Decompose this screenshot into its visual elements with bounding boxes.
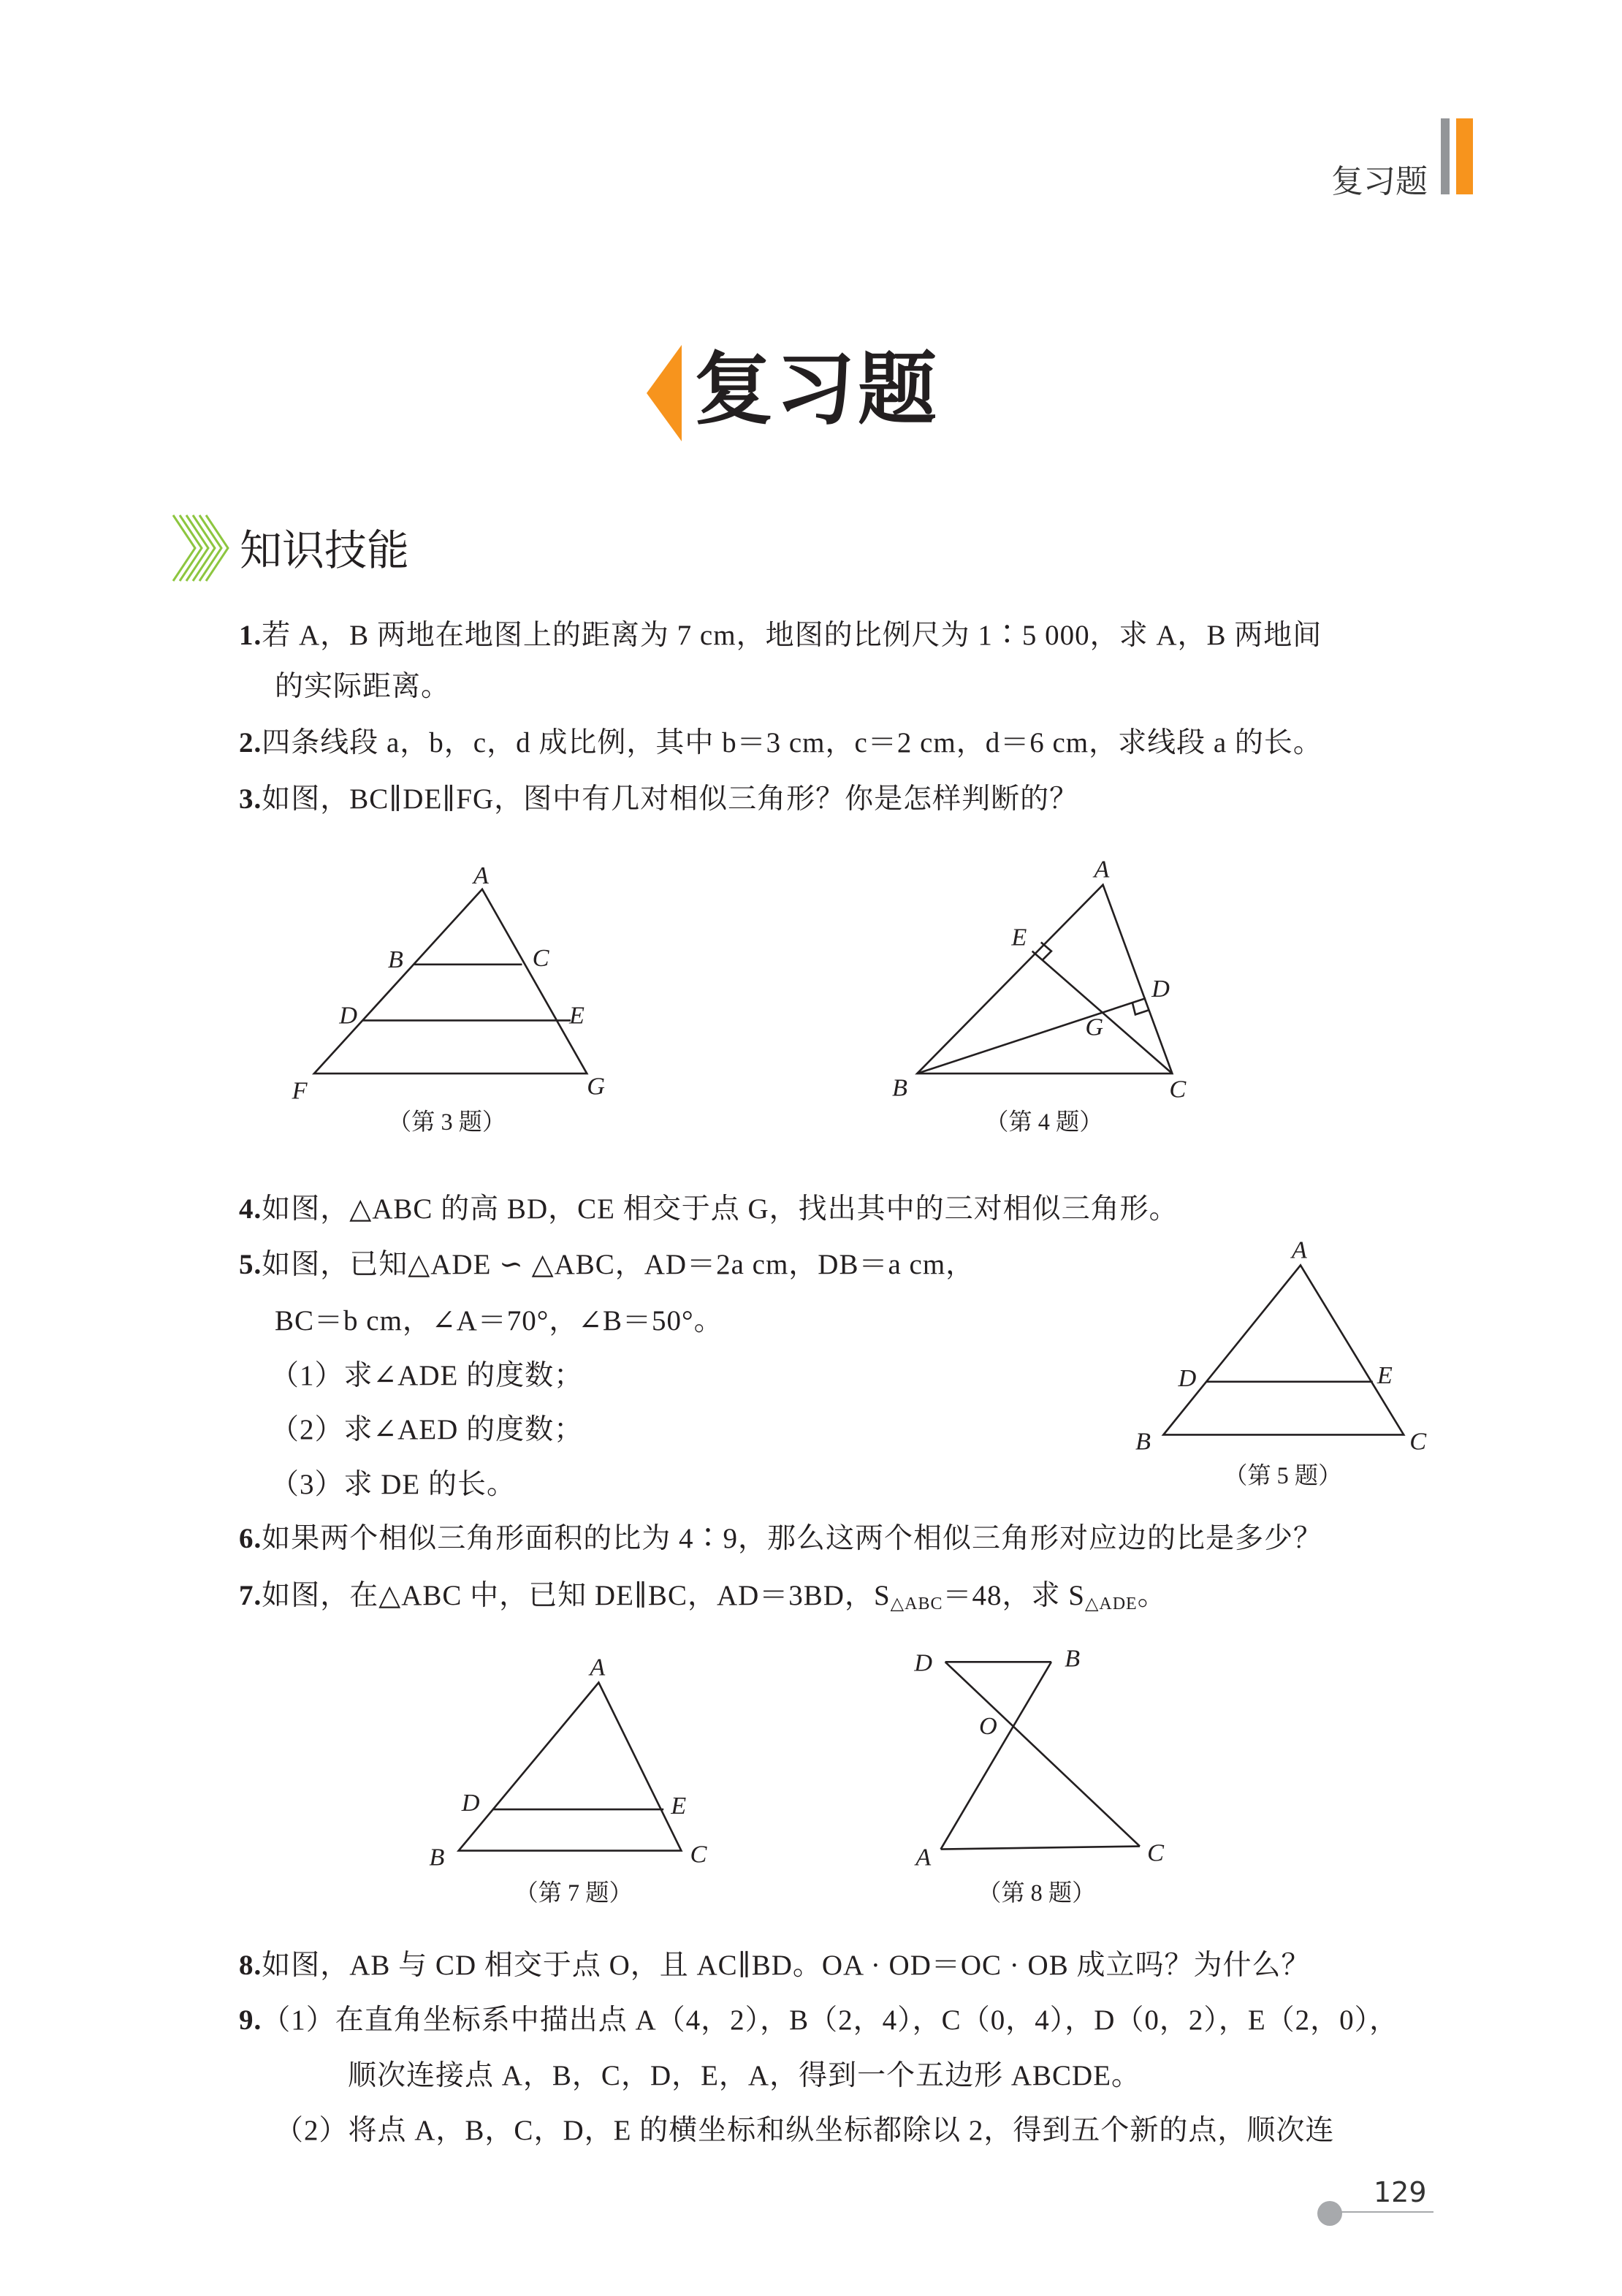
- running-title: 复习题: [1331, 163, 1428, 200]
- problem-text: 。: [1137, 1580, 1167, 1611]
- altitude-BD: [917, 998, 1146, 1073]
- label-A: A: [915, 1843, 932, 1871]
- label-A: A: [1094, 855, 1110, 883]
- page-number: 129: [1374, 2176, 1427, 2208]
- problem-9-part-2: （2）将点 A，B，C，D，E 的横坐标和纵坐标都除以 2，得到五个新的点，顺次连: [275, 2115, 1335, 2146]
- problem-text: 四条线段 a，b，c，d 成比例，其中 b＝3 cm，c＝2 cm，d＝6 cm，求线段 a 的长。: [262, 727, 1322, 759]
- figure-caption: （第 7 题）: [514, 1879, 633, 1907]
- label-C: C: [1147, 1839, 1164, 1867]
- problem-text: 如图，在△ABC 中，已知 DE∥BC，AD＝3BD，S: [262, 1580, 891, 1611]
- page-title: 复习题: [694, 347, 940, 434]
- problem-number: 7.: [239, 1580, 262, 1611]
- problem-5-sub-3: （3）求 DE 的长。: [270, 1469, 516, 1500]
- figure-caption: （第 5 题）: [1224, 1462, 1342, 1489]
- problem-text: 如图，△ABC 的高 BD，CE 相交于点 G，找出其中的三对相似三角形。: [262, 1193, 1179, 1225]
- label-A: A: [590, 1653, 606, 1681]
- figure-4: [892, 856, 1187, 1135]
- label-E: E: [569, 1001, 585, 1030]
- problem-number: 5.: [239, 1249, 262, 1280]
- label-E: E: [671, 1792, 687, 1820]
- label-D: D: [461, 1789, 480, 1817]
- label-C: C: [1409, 1427, 1427, 1456]
- figure-3: [292, 862, 606, 1135]
- label-C: C: [1169, 1075, 1187, 1103]
- problem-text: 如图，已知△ADE ∽ △ABC，AD＝2a cm，DB＝a cm，: [262, 1249, 975, 1280]
- problem-number: 1.: [239, 620, 262, 651]
- label-C: C: [532, 943, 549, 972]
- figure-7: [429, 1653, 707, 1906]
- label-E: E: [1011, 923, 1027, 951]
- triangle-ABC: [917, 885, 1172, 1073]
- subscript: △ADE: [1084, 1594, 1138, 1613]
- problem-number: 4.: [239, 1193, 262, 1225]
- figure-caption: （第 8 题）: [978, 1879, 1096, 1907]
- label-A: A: [473, 861, 489, 889]
- label-C: C: [690, 1840, 707, 1869]
- figure-8: [913, 1644, 1165, 1906]
- label-E: E: [1377, 1361, 1393, 1389]
- segment-DC: [945, 1662, 1140, 1846]
- problem-9-cont: 顺次连接点 A，B，C，D，E，A，得到一个五边形 ABCDE。: [348, 2060, 1141, 2091]
- label-B: B: [1135, 1427, 1151, 1456]
- problem-number: 6.: [239, 1523, 262, 1554]
- triangle-ABC: [1163, 1265, 1404, 1434]
- figure-5: [1135, 1236, 1427, 1489]
- problem-number: 9.: [239, 2004, 262, 2036]
- problem-number: 2.: [239, 727, 262, 759]
- subscript: △ABC: [890, 1594, 943, 1613]
- label-D: D: [1178, 1364, 1197, 1392]
- page-number-dot-icon: [1317, 2201, 1342, 2226]
- triangle-ABC: [459, 1683, 682, 1851]
- label-G: G: [1085, 1013, 1104, 1041]
- problem-text: （1）在直角坐标系中描出点 A（4，2），B（2，4），C（0，4），D（0，2），E（2，0），: [262, 2004, 1399, 2036]
- label-G: G: [587, 1072, 606, 1101]
- problem-5-cont: BC＝b cm，∠A＝70°，∠B＝50°。: [275, 1305, 723, 1337]
- figure-caption: （第 3 题）: [387, 1108, 506, 1135]
- segment-AC: [941, 1847, 1140, 1850]
- triangle-AFG: [314, 889, 587, 1073]
- section-heading: 知识技能: [240, 525, 410, 575]
- label-O: O: [979, 1712, 997, 1741]
- problem-number: 8.: [239, 1950, 262, 1981]
- page-number-rule: [1330, 2211, 1433, 2213]
- problem-text: ＝48，求 S: [943, 1580, 1085, 1611]
- problem-text: 如图，AB 与 CD 相交于点 O，且 AC∥BD。OA · OD＝OC · OB 成立吗？为什么？: [262, 1950, 1311, 1981]
- label-B: B: [891, 1073, 907, 1102]
- problem-text: 如图，BC∥DE∥FG，图中有几对相似三角形？你是怎样判断的？: [262, 783, 1079, 815]
- label-D: D: [1151, 975, 1170, 1003]
- problem-5-sub-1: （1）求∠ADE 的度数；: [270, 1360, 584, 1391]
- problem-number: 3.: [239, 783, 262, 815]
- segment-BA: [941, 1662, 1051, 1849]
- label-D: D: [339, 1001, 358, 1030]
- label-A: A: [1291, 1236, 1307, 1264]
- label-B: B: [1065, 1644, 1081, 1673]
- problem-1-cont: 的实际距离。: [275, 671, 451, 702]
- label-D: D: [914, 1649, 933, 1677]
- label-F: F: [292, 1076, 308, 1105]
- label-B: B: [429, 1843, 445, 1871]
- problem-text: 如果两个相似三角形面积的比为 4∶9，那么这两个相似三角形对应边的比是多少？: [262, 1523, 1323, 1554]
- figure-caption: （第 4 题）: [985, 1108, 1103, 1135]
- problem-5-sub-2: （2）求∠AED 的度数；: [270, 1414, 584, 1445]
- label-B: B: [387, 945, 403, 973]
- problem-text: 若 A，B 两地在地图上的距离为 7 cm，地图的比例尺为 1∶5 000，求 A，B 两地间: [262, 620, 1322, 651]
